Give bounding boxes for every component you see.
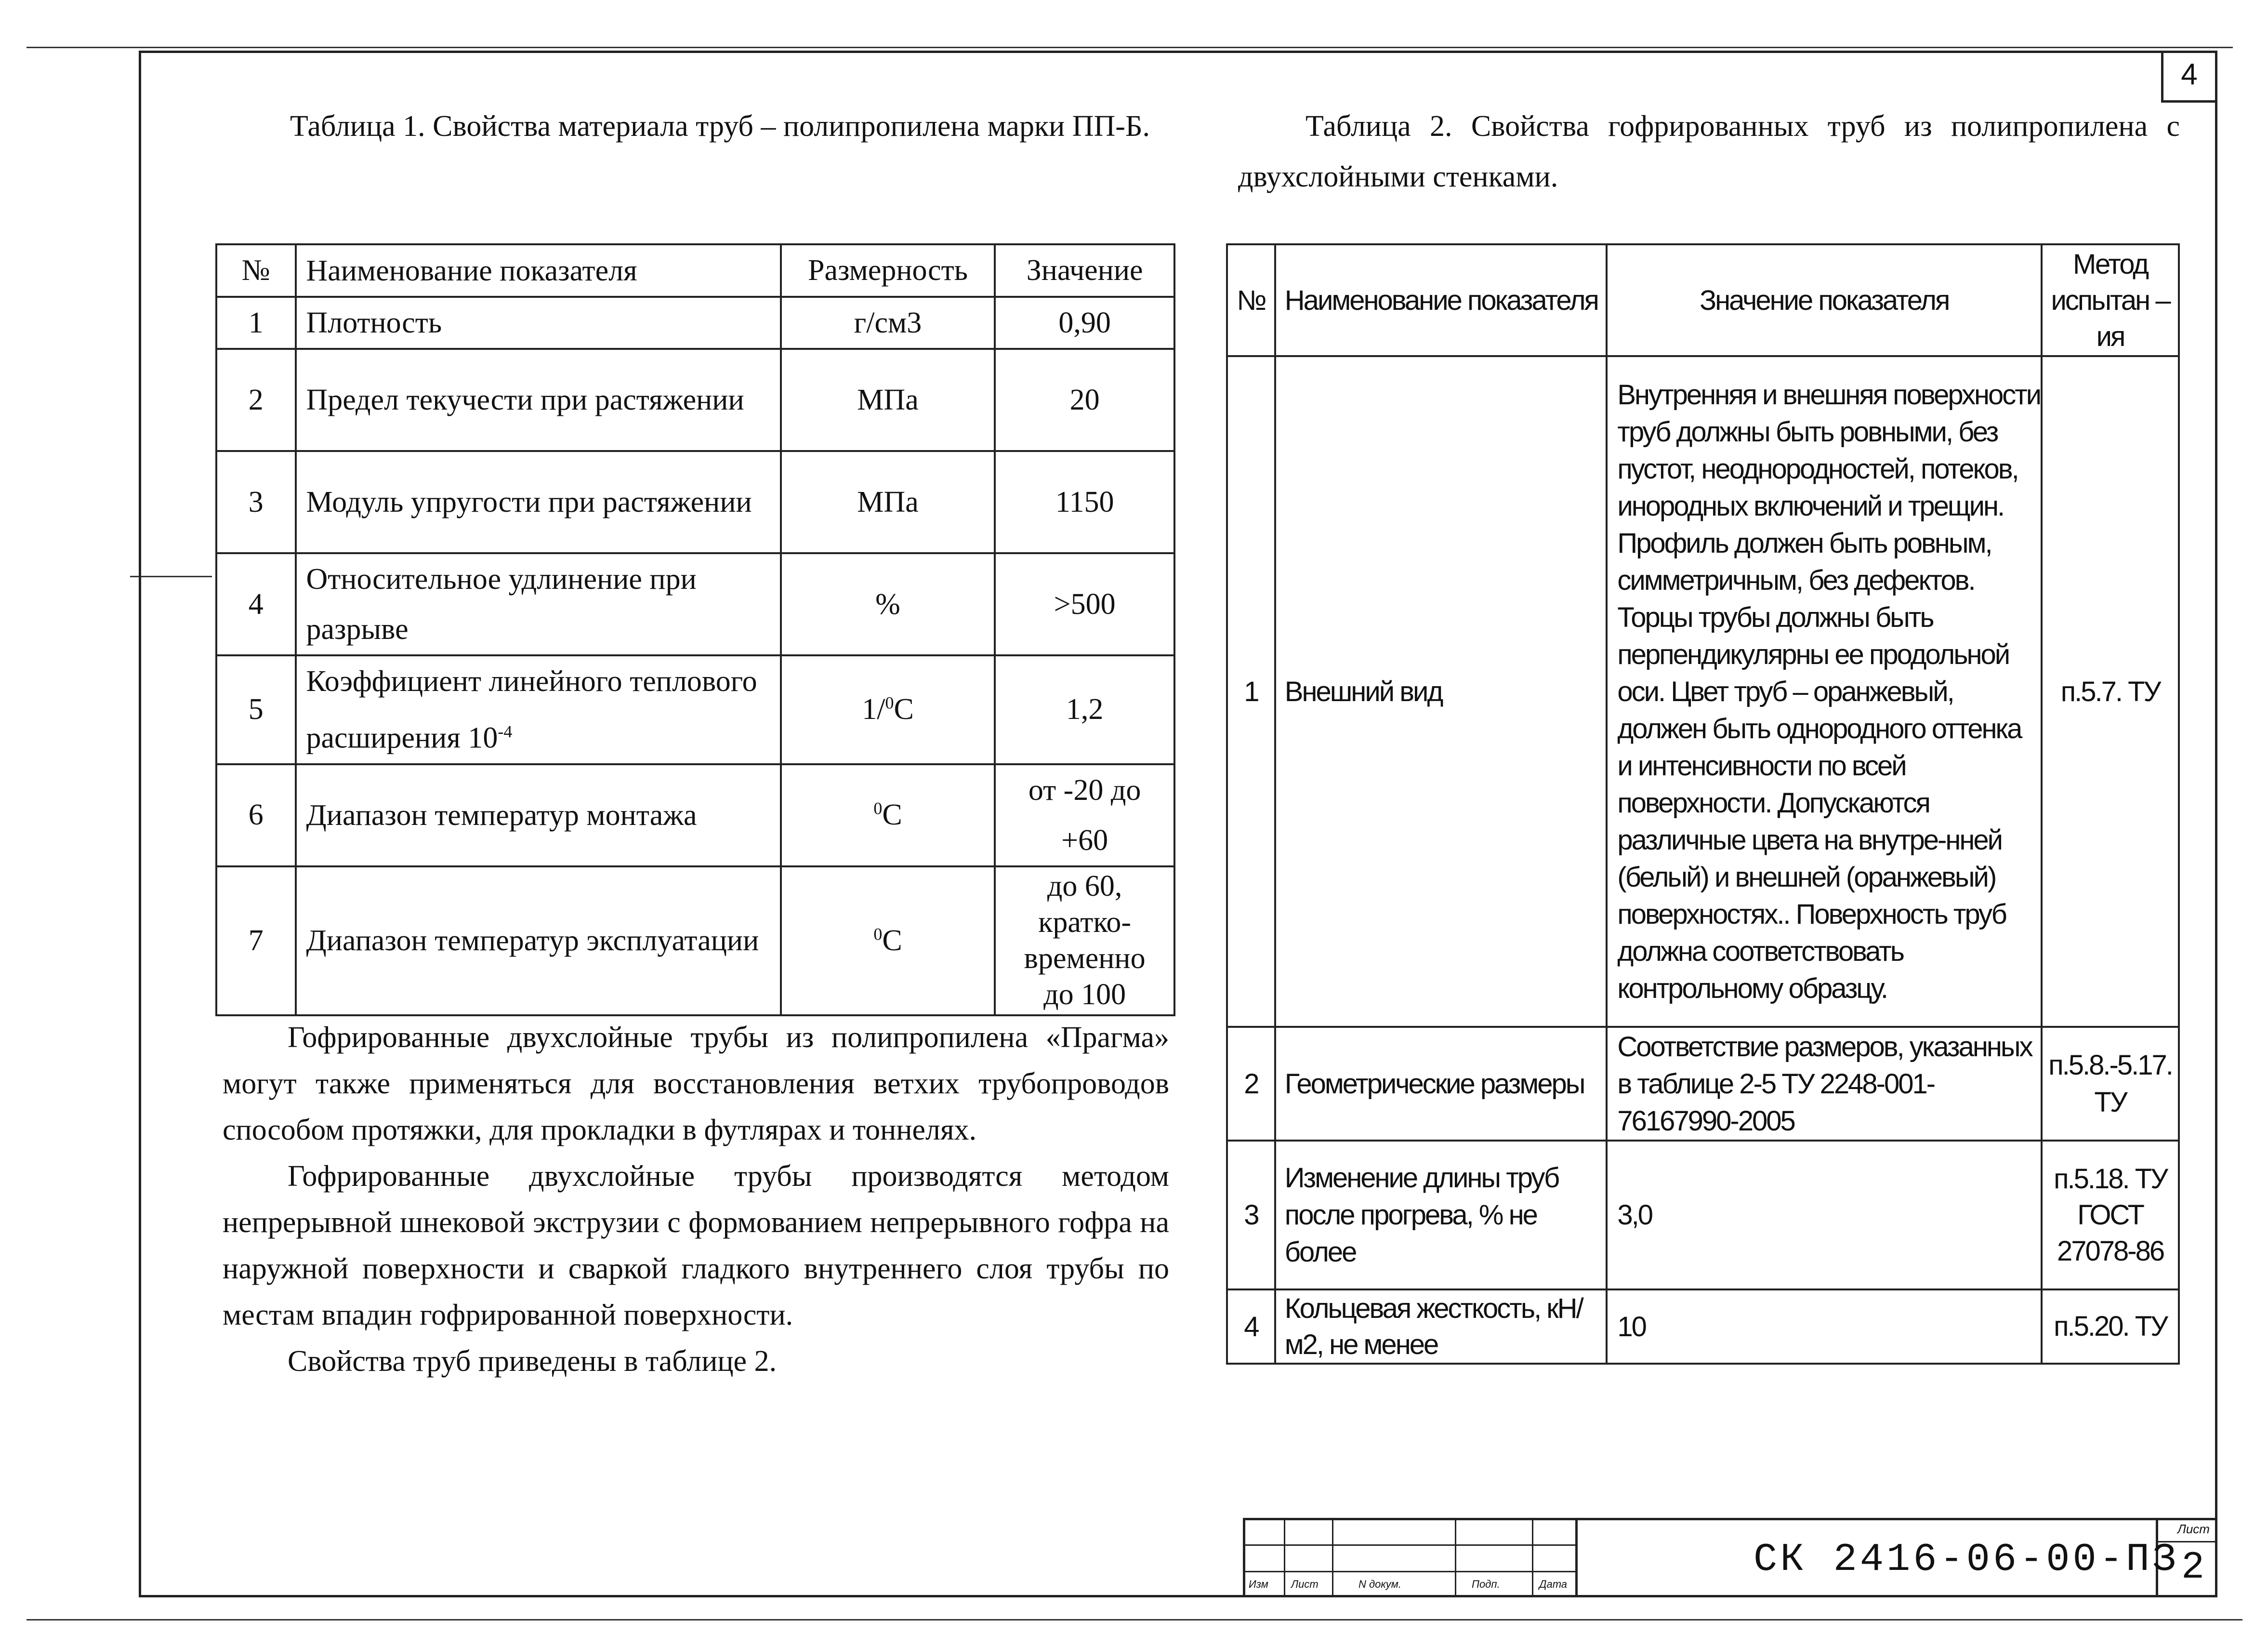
outer-bottom-line: [26, 1619, 2242, 1620]
stamp-label-date: Дата: [1539, 1578, 1568, 1590]
row-number: 7: [216, 866, 296, 1015]
table2-header-number: №: [1227, 244, 1275, 356]
row-number: 1: [1227, 356, 1275, 1027]
table-row: [216, 764, 1174, 866]
row-method: п.5.18. ТУ ГОСТ 27078-86: [2042, 1141, 2179, 1289]
table-row: [1227, 1289, 2179, 1364]
table2-header-name: Наименование показателя: [1275, 244, 1607, 356]
row-value: 1,2: [995, 655, 1174, 764]
table1-caption: Таблица 1. Свойства материала труб – полипропилена марки ПП-Б.: [290, 110, 1150, 143]
stamp-label-sheet: Лист: [1291, 1578, 1319, 1590]
row-name: Изменение длины труб после прогрева, % не более: [1275, 1141, 1607, 1289]
table2-header-method: Метод испытан – ия: [2042, 244, 2179, 356]
row-number: 3: [216, 451, 296, 553]
row-value: Внутренняя и внешняя поверхности труб должны быть ровными, без пустот, неоднородностей, потеков, инородных включений и трещин. Профиль должен быть ровным, симметричным, без дефектов. Торцы трубы должны быть перпендикулярны ее продольной оси. Цвет труб – оранжевый, должен быть однородного оттенка и интенсивности по всей поверхности. Допускаются различные цвета на внутре-нней (белый) и внешней (оранжевый) поверхностях.. Поверхность труб должна соответствовать контрольному образцу.: [1607, 356, 2042, 1027]
row-value: 1150: [995, 451, 1174, 553]
paragraph: Свойства труб приведены в таблице 2.: [288, 1345, 777, 1378]
row-unit: 1/$^0$C: [781, 655, 995, 764]
row-method: п.5.8.-5.17. ТУ: [2042, 1027, 2179, 1141]
page-number: 4: [2161, 51, 2217, 103]
row-value: >500: [995, 553, 1174, 655]
table-row: [216, 349, 1174, 451]
body-text: [223, 1014, 1169, 1384]
row-number: 5: [216, 655, 296, 764]
row-name: Геометрические размеры: [1275, 1027, 1607, 1141]
row-value: 0,90: [995, 297, 1174, 349]
row-number: 1: [216, 297, 296, 349]
stamp-label-change: Изм: [1249, 1578, 1268, 1590]
row-unit: МПа: [781, 349, 995, 451]
table-row: [1227, 1027, 2179, 1141]
stamp-label-signature: Подп.: [1472, 1578, 1500, 1590]
row-value: 3,0: [1607, 1141, 2042, 1289]
row-value: Соответствие размеров, указанных в таблице 2-5 ТУ 2248-001-76167990-2005: [1607, 1027, 2042, 1141]
row-number: 4: [1227, 1289, 1275, 1364]
stamp-label-document: N докум.: [1358, 1578, 1401, 1590]
table-row: [1227, 356, 2179, 1027]
table-row: [216, 297, 1174, 349]
paragraph: Гофрированные двухслойные трубы из полипропилена «Прагма» могут также применяться для восстановления ветхих трубопроводов способом протяжки, для прокладки в футлярах и тоннелях.: [223, 1021, 1169, 1146]
row-method: п.5.20. ТУ: [2042, 1289, 2179, 1364]
row-number: 2: [1227, 1027, 1275, 1141]
row-unit: $^0$C: [781, 866, 995, 1015]
row-name: Внешний вид: [1275, 356, 1607, 1027]
table-row: [216, 655, 1174, 764]
row-name: Кольцевая жесткость, кН/м2, не менее: [1275, 1289, 1607, 1364]
row-name: Плотность: [296, 297, 781, 349]
table1-header-number: №: [216, 244, 296, 297]
table-row: [216, 866, 1174, 1015]
row-number: 4: [216, 553, 296, 655]
row-name: Модуль упругости при растяжении: [296, 451, 781, 553]
sheet-label: Лист: [2177, 1522, 2210, 1536]
row-value: 10: [1607, 1289, 2042, 1364]
table-row: [216, 553, 1174, 655]
row-name: Коэффициент линейного теплового расширения $10^{-4}$: [296, 655, 781, 764]
row-value: до 60, кратко-временно до 100: [995, 866, 1174, 1015]
row-unit: МПа: [781, 451, 995, 553]
row-unit: $^0$C: [781, 764, 995, 866]
document-code: СК 2416-06-00-ПЗ: [1754, 1537, 2179, 1582]
row-name: Диапазон температур эксплуатации: [296, 866, 781, 1015]
row-unit: %: [781, 553, 995, 655]
row-name: Диапазон температур монтажа: [296, 764, 781, 866]
row-number: 6: [216, 764, 296, 866]
table1-header-unit: Размерность: [781, 244, 995, 297]
outer-top-line: [26, 47, 2233, 48]
row-name: Относительное удлинение при разрыве: [296, 553, 781, 655]
pipe-properties-table: [1226, 243, 2180, 1365]
table-row: [216, 451, 1174, 553]
row-unit: г/см3: [781, 297, 995, 349]
row-number: 2: [216, 349, 296, 451]
row-value: от -20 до +60: [995, 764, 1174, 866]
table1-header-name: Наименование показателя: [296, 244, 781, 297]
row-value: 20: [995, 349, 1174, 451]
row-number: 3: [1227, 1141, 1275, 1289]
material-properties-table: [215, 243, 1175, 1016]
row-method: п.5.7. ТУ: [2042, 356, 2179, 1027]
row-name: Предел текучести при растяжении: [296, 349, 781, 451]
paragraph: Гофрированные двухслойные трубы производятся методом непрерывной шнековой экструзии с формованием непрерывного гофра на наружной поверхности и сваркой гладкого внутреннего слоя трубы по местам впадин гофрированной поверхности.: [223, 1160, 1169, 1331]
table2-caption: Таблица 2. Свойства гофрированных труб из полипропилена с двухслойными стенками.: [1238, 110, 2180, 193]
table1-header-value: Значение: [995, 244, 1174, 297]
table-row: [1227, 1141, 2179, 1289]
table2-header-value: Значение показателя: [1607, 244, 2042, 356]
sheet-number: 2: [2181, 1546, 2204, 1590]
